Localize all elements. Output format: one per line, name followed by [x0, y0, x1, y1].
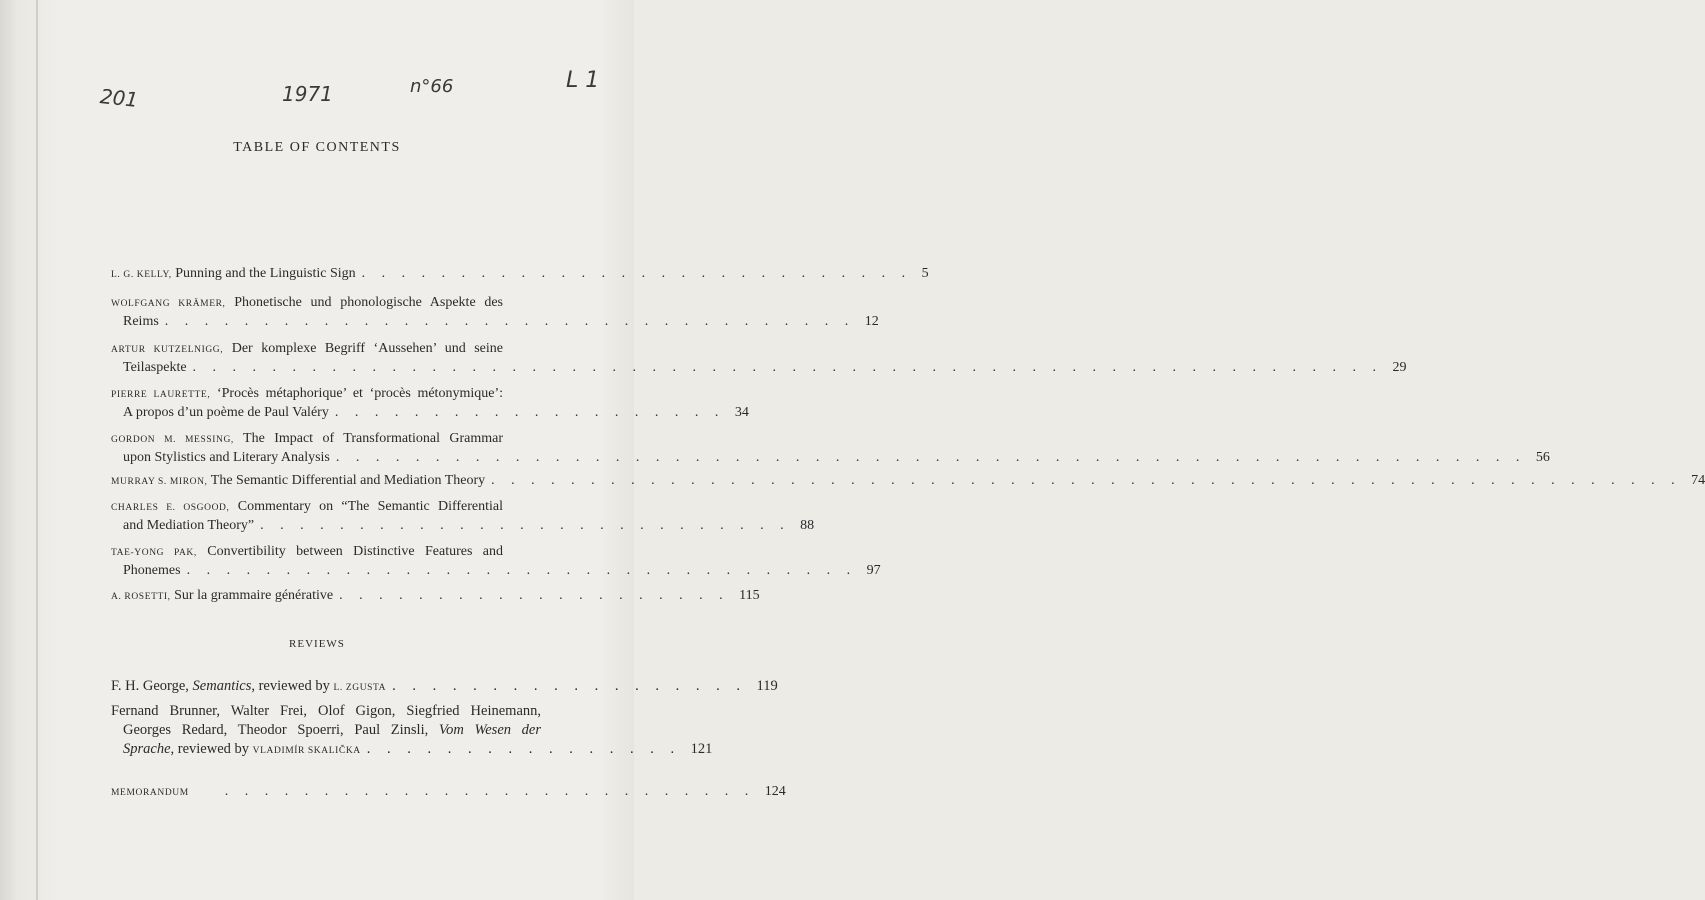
page-fold	[36, 0, 38, 900]
reviewer: L. ZGUSTA	[333, 683, 387, 693]
entry-title-cont: A propos d’un poème de Paul Valéry	[123, 405, 329, 420]
entry-page: 5	[921, 266, 929, 281]
entry-title: Commentary on “The Semantic Differential	[229, 499, 504, 514]
review-page: 119	[756, 678, 778, 694]
entry-title: Convertibility between Distinctive Features and	[196, 544, 503, 559]
toc-entry	[111, 384, 749, 422]
entry-title: The Impact of Transformational Grammar	[233, 431, 503, 446]
dot-leader: . . . . . . . . . . . . . . . . . . . .	[334, 405, 725, 420]
review-book-title-cont: Sprache	[123, 741, 171, 757]
toc-entry	[111, 264, 929, 283]
entry-title: The Semantic Differential and Mediation Theory	[207, 473, 486, 488]
toc-entry-memorandum	[111, 782, 786, 801]
toc-entry	[111, 339, 1407, 377]
memorandum-label: MEMORANDUM	[111, 788, 189, 798]
reviewer: VLADIMÍR SKALIČKA	[252, 746, 361, 756]
handwritten-note-4: L 1	[566, 68, 600, 93]
toc-entry	[111, 542, 881, 580]
dot-leader: . . . . . . . . . . . . . . . . . . . . . . . . . . .	[260, 518, 791, 533]
dot-leader: . . . . . . . . . . . . . . . . . .	[392, 678, 747, 694]
entry-page: 115	[739, 588, 760, 603]
entry-page: 97	[866, 563, 881, 578]
review-authors: Fernand Brunner, Walter Frei, Olof Gigon, Siegfried Heinemann,	[111, 703, 541, 719]
entry-title-cont: Reims	[123, 314, 159, 329]
dot-leader: . . . . . . . . . . . . . . . . . . . . . . . . . . . . . . . . . . . . . . . . . . . . . . . . . . . . . . . . . . . .	[192, 360, 1383, 375]
memorandum-page: 124	[764, 784, 786, 799]
review-mid: , reviewed by	[170, 741, 253, 757]
entry-page: 56	[1535, 450, 1550, 465]
dot-leader: . . . . . . . . . . . . . . . .	[366, 741, 681, 757]
review-mid: , reviewed by	[251, 678, 334, 694]
entry-page: 29	[1392, 360, 1407, 375]
toc-entry	[111, 471, 1705, 490]
entry-title-cont: Phonemes	[123, 563, 181, 578]
reviews-heading: REVIEWS	[289, 638, 345, 650]
entry-title: Sur la grammaire générative	[170, 588, 334, 603]
entry-page: 88	[800, 518, 815, 533]
toc-entry	[111, 586, 760, 605]
handwritten-note-2: 1971	[282, 82, 333, 106]
review-book-title: Vom Wesen der	[438, 722, 541, 738]
review-authors: F. H. George,	[111, 678, 193, 694]
entry-author: MURRAY S. MIRON,	[111, 477, 208, 487]
toc-entry	[111, 293, 879, 331]
review-entry	[111, 702, 713, 759]
dot-leader: . . . . . . . . . . . . . . . . . . . . . . . . . . .	[224, 784, 755, 799]
toc-entry	[111, 497, 815, 535]
entry-author: TAE-YONG PAK,	[111, 548, 197, 558]
entry-title-cont: and Mediation Theory”	[123, 518, 255, 533]
entry-page: 74	[1691, 473, 1705, 488]
handwritten-note-1: 201	[98, 84, 140, 112]
review-entry	[111, 677, 778, 696]
dot-leader: . . . . . . . . . . . . . . . . . . . . . . . . . . . . . . . . . . . . . . . . . . . . . . . . . . . . . . . . . . . .	[335, 450, 1526, 465]
entry-title: Phonetische und phonologische Aspekte des	[225, 295, 503, 310]
dot-leader: . . . . . . . . . . . . . . . . . . . . . . . . . . . .	[361, 266, 912, 281]
entry-title-cont: Teilaspekte	[123, 360, 187, 375]
page-title: TABLE OF CONTENTS	[233, 140, 401, 155]
dot-leader: . . . . . . . . . . . . . . . . . . . . . . . . . . . . . . . . . . .	[164, 314, 855, 329]
entry-author: L. G. KELLY,	[111, 270, 172, 280]
entry-author: A. ROSETTI,	[111, 592, 171, 602]
entry-page: 12	[864, 314, 879, 329]
entry-author: PIERRE LAURETTE,	[111, 390, 211, 400]
dot-leader: . . . . . . . . . . . . . . . . . . . . . . . . . . . . . . . . . .	[186, 563, 857, 578]
review-page: 121	[690, 741, 713, 757]
toc-entry	[111, 429, 1550, 467]
entry-title-cont: upon Stylistics and Literary Analysis	[123, 450, 330, 465]
entry-author: WOLFGANG KRÄMER,	[111, 299, 226, 309]
entry-title: Punning and the Linguistic Sign	[171, 266, 356, 281]
review-authors-cont: Georges Redard, Theodor Spoerri, Paul Zinsli,	[123, 722, 439, 738]
review-book-title: Semantics	[192, 678, 252, 694]
entry-author: GORDON M. MESSING,	[111, 435, 234, 445]
dot-leader: . . . . . . . . . . . . . . . . . . . . . . . . . . . . . . . . . . . . . . . . . . . . . . . . . . . . . . . . . . . .	[491, 473, 1682, 488]
entry-author: CHARLES E. OSGOOD,	[111, 503, 230, 513]
entry-page: 34	[734, 405, 749, 420]
entry-title: Der komplexe Begriff ‘Aussehen’ und seine	[223, 341, 503, 356]
handwritten-note-3: n°66	[410, 76, 454, 97]
dot-leader: . . . . . . . . . . . . . . . . . . . .	[339, 588, 730, 603]
entry-author: ARTUR KUTZELNIGG,	[111, 345, 224, 355]
entry-title: ‘Procès métaphorique’ et ‘procès métonymique’:	[210, 386, 503, 401]
